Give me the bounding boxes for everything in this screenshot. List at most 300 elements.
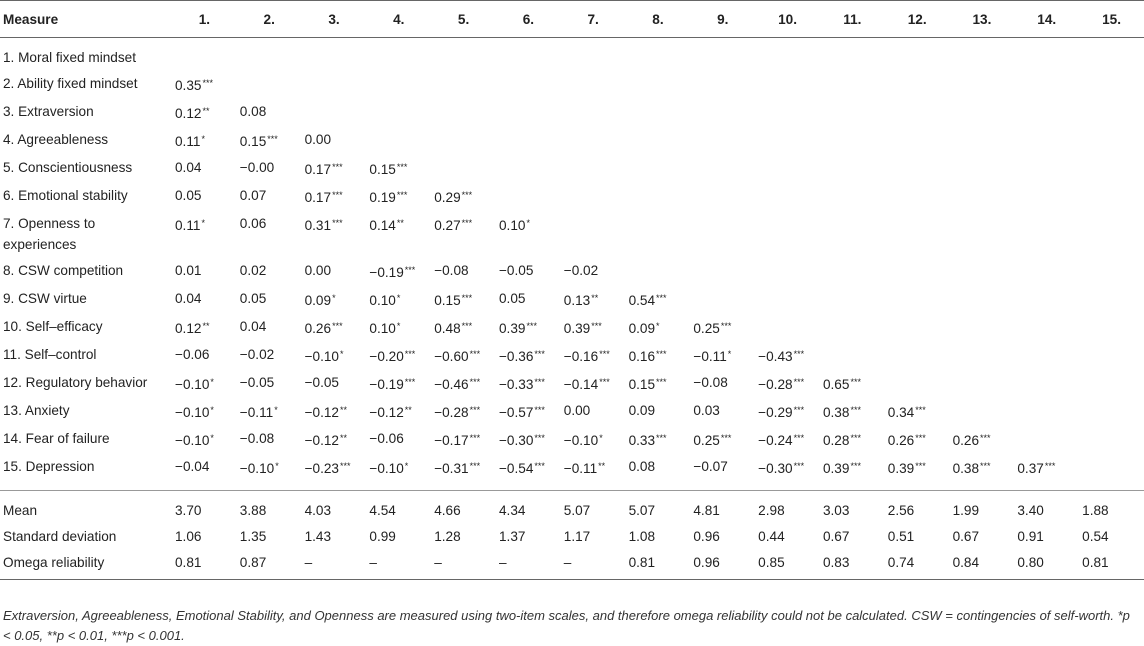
cell-value xyxy=(626,183,691,211)
cell-value: −0.06 xyxy=(175,347,210,362)
cell-value: 0.48*** xyxy=(434,321,473,336)
cell-value: −0.60*** xyxy=(434,349,481,364)
cell-value: 0.54*** xyxy=(628,293,667,308)
cell-value xyxy=(237,38,302,72)
header-col-3: 3. xyxy=(302,1,367,38)
cell-value: 0.87 xyxy=(237,550,302,580)
cell-value xyxy=(431,99,496,127)
cell-value: 0.25*** xyxy=(693,321,732,336)
cell-value xyxy=(1079,99,1144,127)
cell-value xyxy=(561,99,626,127)
row-label: 13. Anxiety xyxy=(3,403,70,418)
table-row xyxy=(0,99,1144,127)
row-label: 3. Extraversion xyxy=(3,104,94,119)
cell-value: 0.96 xyxy=(693,529,720,544)
cell-value: 0.39*** xyxy=(563,321,602,336)
cell-value xyxy=(820,99,885,127)
cell-value: −0.02 xyxy=(239,347,275,362)
cell-value: 0.02 xyxy=(239,263,267,278)
cell-value: 0.07 xyxy=(239,188,267,203)
row-label: 6. Emotional stability xyxy=(3,188,128,203)
row-label: 9. CSW virtue xyxy=(3,291,87,306)
cell-value: 0.91 xyxy=(1017,529,1044,544)
cell-value: 5.07 xyxy=(561,491,626,525)
cell-value: – xyxy=(496,550,561,580)
cell-value xyxy=(690,99,755,127)
header-col-10: 10. xyxy=(755,1,820,38)
cell-value xyxy=(1014,38,1079,72)
cell-value: – xyxy=(561,550,626,580)
cell-value: 0.35*** xyxy=(175,78,213,93)
cell-value xyxy=(1014,342,1079,370)
table-row xyxy=(0,71,1144,99)
header-col-13: 13. xyxy=(950,1,1015,38)
cell-value: 0.00 xyxy=(304,263,332,278)
cell-value: 0.26*** xyxy=(887,433,926,448)
cell-value: −0.36*** xyxy=(498,349,545,364)
table-row xyxy=(0,38,1144,72)
row-label: 7. Openness to experiences xyxy=(3,216,96,252)
cell-value: 0.09* xyxy=(304,293,336,308)
cell-value: 0.39*** xyxy=(822,461,861,476)
cell-value: 0.54 xyxy=(1082,529,1109,544)
cell-value xyxy=(755,258,820,286)
cell-value xyxy=(1079,286,1144,314)
cell-value: 0.16*** xyxy=(628,349,667,364)
cell-value xyxy=(302,38,367,72)
cell-value xyxy=(950,258,1015,286)
cell-value xyxy=(690,155,755,183)
cell-value: 0.14** xyxy=(369,218,404,233)
cell-value xyxy=(172,38,237,72)
cell-value xyxy=(950,38,1015,72)
row-label: 14. Fear of failure xyxy=(3,431,110,446)
cell-value xyxy=(1014,155,1079,183)
cell-value: 0.09* xyxy=(628,321,660,336)
header-col-1: 1. xyxy=(172,1,237,38)
cell-value: 0.15*** xyxy=(434,293,473,308)
cell-value: 0.39*** xyxy=(887,461,926,476)
cell-value xyxy=(561,71,626,99)
cell-value: 0.15*** xyxy=(239,134,278,149)
cell-value: 4.66 xyxy=(431,491,496,525)
cell-value: 0.26*** xyxy=(304,321,343,336)
cell-value: −0.07 xyxy=(693,459,728,474)
cell-value: −0.30*** xyxy=(498,433,545,448)
cell-value: 0.81 xyxy=(1079,550,1144,580)
cell-value: −0.31*** xyxy=(434,461,481,476)
cell-value: −0.33*** xyxy=(498,377,545,392)
cell-value: 0.15*** xyxy=(369,162,408,177)
cell-value xyxy=(626,99,691,127)
cell-value: −0.10* xyxy=(239,461,279,476)
header-col-6: 6. xyxy=(496,1,561,38)
cell-value xyxy=(820,38,885,72)
cell-value xyxy=(1079,370,1144,398)
cell-value xyxy=(885,342,950,370)
cell-value: 0.05 xyxy=(175,188,202,203)
row-label: 15. Depression xyxy=(3,459,95,474)
cell-value: 0.81 xyxy=(626,550,691,580)
cell-value xyxy=(885,155,950,183)
cell-value: 0.10* xyxy=(498,218,530,233)
cell-value: −0.05 xyxy=(498,263,534,278)
cell-value: 3.88 xyxy=(237,491,302,525)
cell-value: −0.10* xyxy=(304,349,344,364)
cell-value: 4.81 xyxy=(690,491,755,525)
cell-value: −0.10* xyxy=(563,433,603,448)
cell-value: 0.04 xyxy=(239,319,267,334)
cell-value: −0.14*** xyxy=(563,377,610,392)
cell-value xyxy=(820,258,885,286)
cell-value xyxy=(885,99,950,127)
cell-value: −0.23*** xyxy=(304,461,351,476)
cell-value: 0.28*** xyxy=(822,433,861,448)
cell-value: 1.08 xyxy=(628,529,656,544)
cell-value xyxy=(885,286,950,314)
cell-value xyxy=(237,71,302,99)
cell-value xyxy=(690,286,755,314)
cell-value xyxy=(950,99,1015,127)
cell-value: 1.17 xyxy=(563,529,591,544)
row-label: Omega reliability xyxy=(0,550,172,580)
cell-value xyxy=(950,211,1015,258)
cell-value: 0.10* xyxy=(369,321,401,336)
cell-value xyxy=(885,38,950,72)
cell-value: −0.11* xyxy=(239,405,278,420)
cell-value: 4.54 xyxy=(366,491,431,525)
cell-value xyxy=(950,71,1015,99)
cell-value xyxy=(690,71,755,99)
cell-value: −0.20*** xyxy=(369,349,416,364)
table-row xyxy=(0,426,1144,454)
cell-value: 0.74 xyxy=(885,550,950,580)
cell-value: 0.01 xyxy=(175,263,202,278)
cell-value xyxy=(1079,38,1144,72)
cell-value xyxy=(820,155,885,183)
cell-value: 0.04 xyxy=(175,160,202,175)
cell-value xyxy=(1079,342,1144,370)
cell-value xyxy=(1079,454,1144,491)
cell-value: 1.43 xyxy=(304,529,332,544)
cell-value: −0.08 xyxy=(239,431,275,446)
row-label: 1. Moral fixed mindset xyxy=(3,50,136,65)
cell-value: 1.35 xyxy=(239,529,267,544)
cell-value xyxy=(755,286,820,314)
cell-value xyxy=(561,183,626,211)
cell-value: −0.10* xyxy=(175,433,214,448)
cell-value: 0.67 xyxy=(952,529,980,544)
cell-value: 0.80 xyxy=(1014,550,1079,580)
header-row xyxy=(0,1,1144,38)
descriptive-stats-rows xyxy=(0,491,1144,580)
cell-value: 1.99 xyxy=(950,491,1015,525)
cell-value: 0.38*** xyxy=(822,405,861,420)
cell-value: 0.17*** xyxy=(304,190,343,205)
cell-value xyxy=(1079,426,1144,454)
cell-value: −0.19*** xyxy=(369,265,416,280)
cell-value xyxy=(366,71,431,99)
cell-value xyxy=(626,127,691,155)
cell-value xyxy=(431,71,496,99)
row-label: Mean xyxy=(0,491,172,525)
cell-value xyxy=(820,314,885,342)
header-col-4: 4. xyxy=(366,1,431,38)
cell-value: −0.28*** xyxy=(758,377,805,392)
cell-value: 0.81 xyxy=(172,550,237,580)
cell-value: −0.04 xyxy=(175,459,210,474)
cell-value xyxy=(885,211,950,258)
cell-value: −0.10* xyxy=(175,405,214,420)
cell-value: 0.26*** xyxy=(952,433,991,448)
cell-value xyxy=(885,370,950,398)
cell-value: 0.05 xyxy=(239,291,267,306)
cell-value xyxy=(820,342,885,370)
cell-value xyxy=(820,127,885,155)
cell-value: 3.70 xyxy=(172,491,237,525)
cell-value: −0.43*** xyxy=(758,349,805,364)
cell-value: 0.09 xyxy=(628,403,656,418)
cell-value xyxy=(1079,398,1144,426)
cell-value: 1.88 xyxy=(1079,491,1144,525)
cell-value xyxy=(755,38,820,72)
cell-value: −0.54*** xyxy=(498,461,545,476)
cell-value xyxy=(755,71,820,99)
cell-value xyxy=(1014,314,1079,342)
cell-value xyxy=(755,211,820,258)
cell-value: 0.84 xyxy=(950,550,1015,580)
cell-value xyxy=(690,258,755,286)
cell-value: 0.96 xyxy=(690,550,755,580)
cell-value: 0.29*** xyxy=(434,190,473,205)
cell-value: 0.06 xyxy=(239,216,267,231)
header-col-15: 15. xyxy=(1079,1,1144,38)
cell-value xyxy=(690,211,755,258)
cell-value: 0.15*** xyxy=(628,377,667,392)
cell-value xyxy=(1014,99,1079,127)
cell-value: 0.19*** xyxy=(369,190,408,205)
cell-value xyxy=(561,211,626,258)
header-col-2: 2. xyxy=(237,1,302,38)
stats-row xyxy=(0,550,1144,580)
cell-value: −0.11* xyxy=(693,349,732,364)
cell-value: −0.12** xyxy=(304,405,348,420)
cell-value: 0.33*** xyxy=(628,433,667,448)
cell-value xyxy=(1079,211,1144,258)
cell-value: 0.04 xyxy=(175,291,202,306)
cell-value xyxy=(950,127,1015,155)
cell-value xyxy=(1014,127,1079,155)
cell-value: 0.51 xyxy=(887,529,915,544)
cell-value xyxy=(950,155,1015,183)
cell-value: 0.05 xyxy=(498,291,526,306)
cell-value xyxy=(431,127,496,155)
cell-value: 3.03 xyxy=(820,491,885,525)
cell-value xyxy=(885,258,950,286)
cell-value xyxy=(1079,314,1144,342)
row-label: 11. Self–control xyxy=(3,347,97,362)
table-row xyxy=(0,398,1144,426)
cell-value: 0.44 xyxy=(758,529,785,544)
cell-value xyxy=(1014,258,1079,286)
row-label: 10. Self–efficacy xyxy=(3,319,103,334)
table-row xyxy=(0,258,1144,286)
cell-value xyxy=(496,127,561,155)
cell-value xyxy=(1079,183,1144,211)
cell-value: −0.12** xyxy=(304,433,348,448)
cell-value: 5.07 xyxy=(626,491,691,525)
cell-value xyxy=(755,155,820,183)
cell-value xyxy=(1079,155,1144,183)
cell-value: −0.06 xyxy=(369,431,404,446)
cell-value: 0.00 xyxy=(304,132,332,147)
cell-value xyxy=(561,38,626,72)
cell-value: −0.28*** xyxy=(434,405,481,420)
cell-value xyxy=(820,71,885,99)
cell-value: 1.06 xyxy=(175,529,202,544)
cell-value xyxy=(950,314,1015,342)
stats-row xyxy=(0,524,1144,550)
cell-value: 3.40 xyxy=(1014,491,1079,525)
cell-value xyxy=(885,127,950,155)
table-row xyxy=(0,127,1144,155)
cell-value: 0.65*** xyxy=(822,377,861,392)
cell-value: 0.37*** xyxy=(1017,461,1056,476)
cell-value: 0.11* xyxy=(175,134,205,149)
cell-value: 0.83 xyxy=(820,550,885,580)
cell-value xyxy=(885,314,950,342)
cell-value: −0.10* xyxy=(369,461,409,476)
cell-value: 0.11* xyxy=(175,218,205,233)
cell-value: −0.00 xyxy=(239,160,275,175)
cell-value: 2.98 xyxy=(755,491,820,525)
cell-value: 0.08 xyxy=(239,104,267,119)
cell-value xyxy=(1079,71,1144,99)
cell-value xyxy=(950,286,1015,314)
cell-value xyxy=(950,183,1015,211)
cell-value: – xyxy=(302,550,367,580)
table-footnote: Extraversion, Agreeableness, Emotional Stability, and Openness are measured using two-item scales, and therefore omega reliability could not be calculated. CSW = contingencies of self-worth. *p < 0.05, **p < 0.01, ***p < 0.001. xyxy=(3,608,1130,643)
table-row xyxy=(0,286,1144,314)
cell-value xyxy=(496,99,561,127)
cell-value xyxy=(820,183,885,211)
cell-value: 0.08 xyxy=(628,459,656,474)
row-label: 4. Agreeableness xyxy=(3,132,109,147)
cell-value: 0.99 xyxy=(369,529,396,544)
row-label: 2. Ability fixed mindset xyxy=(3,76,138,91)
table-row xyxy=(0,183,1144,211)
cell-value xyxy=(561,127,626,155)
table-row xyxy=(0,342,1144,370)
cell-value xyxy=(1014,370,1079,398)
cell-value xyxy=(755,99,820,127)
cell-value: −0.05 xyxy=(304,375,339,390)
cell-value: 0.38*** xyxy=(952,461,991,476)
cell-value: 4.34 xyxy=(496,491,561,525)
row-label: 12. Regulatory behavior xyxy=(3,375,148,390)
header-col-12: 12. xyxy=(885,1,950,38)
cell-value: −0.12** xyxy=(369,405,412,420)
cell-value xyxy=(626,211,691,258)
table-header xyxy=(0,1,1144,38)
cell-value xyxy=(820,286,885,314)
header-col-9: 9. xyxy=(690,1,755,38)
row-label: Standard deviation xyxy=(3,529,117,544)
header-measure: Measure xyxy=(0,1,172,38)
row-label: 5. Conscientiousness xyxy=(3,160,133,175)
cell-value xyxy=(1014,211,1079,258)
row-label: 8. CSW competition xyxy=(3,263,124,278)
cell-value xyxy=(690,183,755,211)
cell-value xyxy=(366,38,431,72)
header-col-5: 5. xyxy=(431,1,496,38)
cell-value xyxy=(561,155,626,183)
cell-value: 0.12** xyxy=(175,321,210,336)
cell-value: 0.34*** xyxy=(887,405,926,420)
cell-value: −0.57*** xyxy=(498,405,545,420)
cell-value: −0.10* xyxy=(175,377,214,392)
cell-value xyxy=(1014,398,1079,426)
cell-value: 1.28 xyxy=(434,529,461,544)
cell-value: −0.19*** xyxy=(369,377,416,392)
cell-value: −0.02 xyxy=(563,263,599,278)
cell-value xyxy=(626,38,691,72)
cell-value xyxy=(690,127,755,155)
cell-value xyxy=(496,155,561,183)
cell-value xyxy=(690,38,755,72)
correlation-rows xyxy=(0,38,1144,491)
cell-value: 0.39*** xyxy=(498,321,537,336)
cell-value xyxy=(366,99,431,127)
cell-value: −0.08 xyxy=(434,263,469,278)
cell-value xyxy=(496,38,561,72)
cell-value: −0.17*** xyxy=(434,433,481,448)
cell-value xyxy=(302,71,367,99)
cell-value xyxy=(431,38,496,72)
cell-value xyxy=(1014,286,1079,314)
cell-value xyxy=(885,183,950,211)
cell-value: 4.03 xyxy=(302,491,367,525)
header-col-7: 7. xyxy=(561,1,626,38)
cell-value: 0.12** xyxy=(175,106,210,121)
cell-value: 0.03 xyxy=(693,403,720,418)
cell-value: 0.13** xyxy=(563,293,599,308)
table-row xyxy=(0,211,1144,258)
header-col-8: 8. xyxy=(626,1,691,38)
cell-value: −0.46*** xyxy=(434,377,481,392)
table-row xyxy=(0,370,1144,398)
cell-value xyxy=(496,71,561,99)
cell-value: −0.16*** xyxy=(563,349,610,364)
cell-value xyxy=(820,211,885,258)
cell-value xyxy=(950,370,1015,398)
cell-value xyxy=(626,258,691,286)
cell-value xyxy=(885,71,950,99)
cell-value: 0.31*** xyxy=(304,218,343,233)
cell-value xyxy=(302,99,367,127)
cell-value: −0.11** xyxy=(563,461,606,476)
cell-value xyxy=(1014,71,1079,99)
header-col-14: 14. xyxy=(1014,1,1079,38)
cell-value xyxy=(755,183,820,211)
cell-value: −0.08 xyxy=(693,375,728,390)
cell-value xyxy=(950,342,1015,370)
cell-value: 2.56 xyxy=(885,491,950,525)
table-row xyxy=(0,155,1144,183)
cell-value xyxy=(626,155,691,183)
stats-row xyxy=(0,491,1144,525)
cell-value xyxy=(366,127,431,155)
